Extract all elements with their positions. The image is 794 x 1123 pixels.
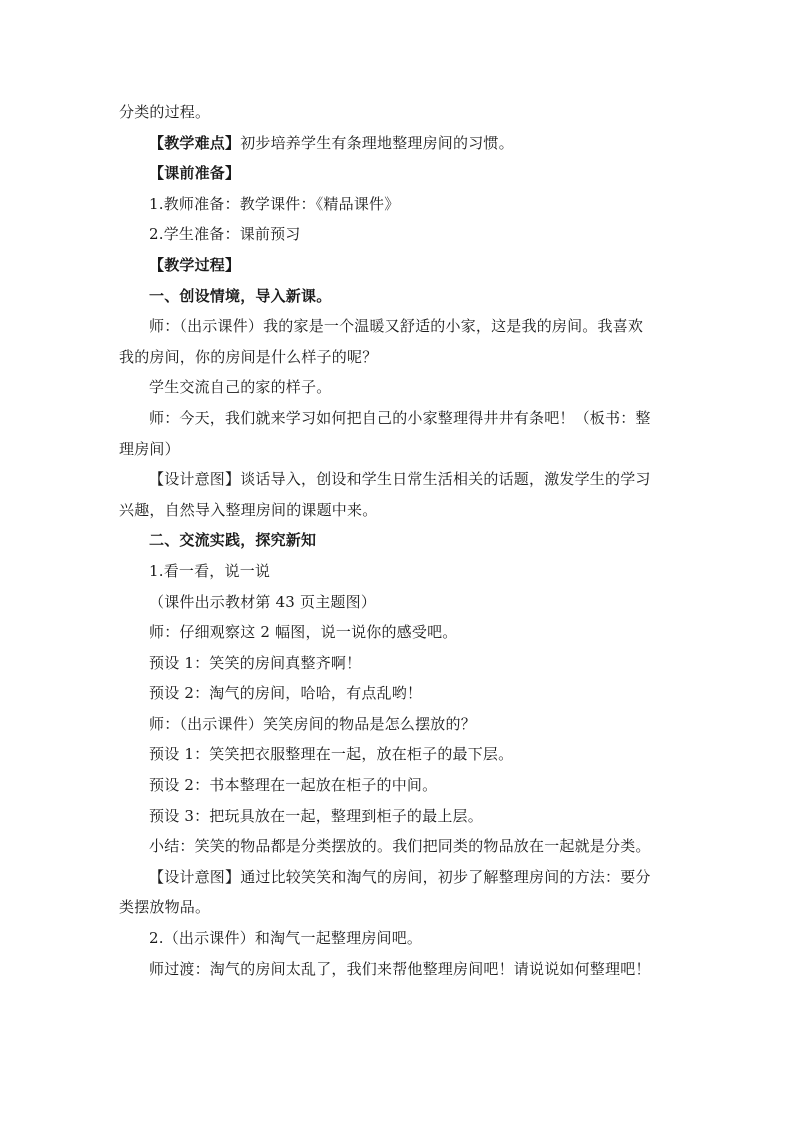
text-line: 【设计意图】通过比较笑笑和淘气的房间，初步了解整理房间的方法：要分 — [149, 867, 651, 886]
document-body — [119, 97, 679, 984]
text-line: 2.（出示课件）和淘气一起整理房间吧。 — [149, 929, 423, 948]
text-line: （课件出示教材第 43 页主题图） — [149, 592, 377, 611]
text-line: 预设 2：书本整理在一起放在柜子的中间。 — [149, 776, 438, 795]
text-line: 师：今天，我们就来学习如何把自己的小家整理得井井有条吧！（板书：整 — [149, 408, 651, 427]
text-line: 预设 3：把玩具放在一起，整理到柜子的最上层。 — [149, 806, 483, 825]
section-heading: 【课前准备】 — [149, 164, 241, 183]
text-line: 师过渡：淘气的房间太乱了，我们来帮他整理房间吧！请说说如何整理吧！ — [149, 959, 651, 978]
text-line — [119, 128, 679, 159]
subsection-heading: 一、创设情境，导入新课。 — [149, 286, 332, 305]
text-line: 师：（出示课件）笑笑房间的物品是怎么摆放的？ — [149, 714, 476, 733]
text-line: 类摆放物品。 — [119, 898, 211, 917]
text-line: 分类的过程。 — [119, 103, 211, 121]
section-text: 初步培养学生有条理地整理房间的习惯。 — [240, 133, 514, 152]
text-line: 预设 1：笑笑的房间真整齐啊！ — [149, 653, 362, 672]
text-line: 预设 1：笑笑把衣服整理在一起，放在柜子的最下层。 — [149, 745, 514, 764]
text-line: 理房间） — [119, 439, 180, 458]
text-line: 【设计意图】谈话导入，创设和学生日常生活相关的话题，激发学生的学习 — [149, 470, 651, 489]
text-line: 预设 2：淘气的房间，哈哈，有点乱哟！ — [149, 684, 423, 703]
text-line: 小结：笑笑的物品都是分类摆放的。我们把同类的物品放在一起就是分类。 — [149, 837, 651, 856]
text-line: 师：仔细观察这 2 幅图，说一说你的感受吧。 — [149, 623, 458, 642]
text-line: 兴趣，自然导入整理房间的课题中来。 — [119, 500, 378, 519]
subsection-heading: 二、交流实践，探究新知 — [149, 531, 317, 550]
text-line: 我的房间，你的房间是什么样子的呢？ — [119, 347, 378, 366]
section-heading: 【教学过程】 — [149, 255, 241, 274]
text-line: 1.看一看，说一说 — [149, 561, 271, 580]
text-line: 1.教师准备：教学课件：《精品课件》 — [149, 194, 400, 213]
text-line: 学生交流自己的家的样子。 — [149, 378, 332, 397]
section-label: 【教学难点】 — [149, 133, 241, 152]
text-line: 师：（出示课件）我的家是一个温暖又舒适的小家，这是我的房间。我喜欢 — [149, 317, 644, 336]
text-line: 2.学生准备：课前预习 — [149, 225, 301, 244]
